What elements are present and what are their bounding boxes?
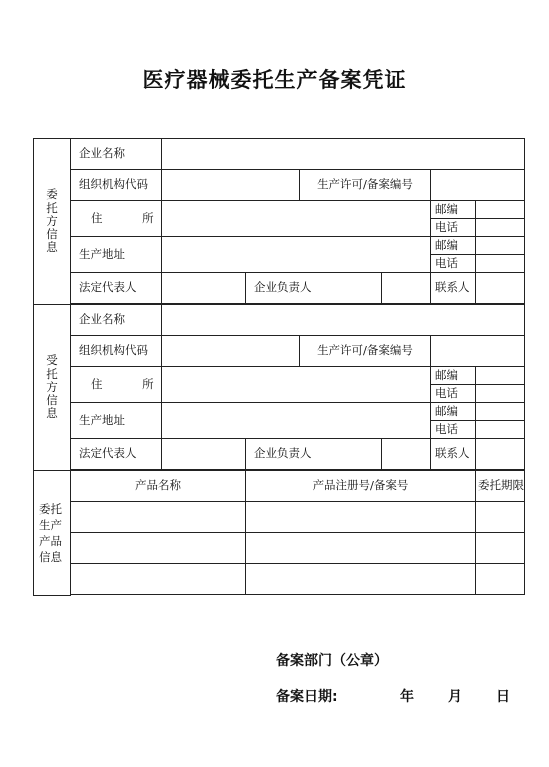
client-org-code-label: 组织机构代码	[71, 170, 162, 201]
client-section-label: 委托方信息	[34, 139, 71, 305]
client-contact-label: 联系人	[431, 273, 476, 304]
product-reg-cell[interactable]	[246, 564, 476, 595]
contractor-postcode2-label: 邮编	[431, 403, 476, 421]
contractor-company-head-label: 企业负责人	[246, 439, 382, 470]
client-contact-field[interactable]	[476, 273, 525, 304]
product-name-header: 产品名称	[71, 471, 246, 502]
contractor-phone2-label: 电话	[431, 421, 476, 439]
product-reg-cell[interactable]	[246, 533, 476, 564]
client-address-field[interactable]	[162, 201, 431, 237]
client-postcode-label: 邮编	[431, 201, 476, 219]
client-license-label: 生产许可/备案编号	[300, 170, 431, 201]
client-company-name-label: 企业名称	[71, 139, 162, 170]
contractor-company-name-field[interactable]	[162, 305, 525, 336]
month-label: 月	[448, 689, 462, 705]
contractor-postcode-label: 邮编	[431, 367, 476, 385]
product-section-label: 委托生产产品信息	[34, 471, 71, 596]
product-name-cell[interactable]	[71, 502, 246, 533]
client-legal-rep-label: 法定代表人	[71, 273, 162, 304]
product-reg-cell[interactable]	[246, 502, 476, 533]
client-phone-label: 电话	[431, 219, 476, 237]
contractor-address-label: 住 所	[71, 367, 162, 403]
product-name-cell[interactable]	[71, 533, 246, 564]
client-phone-field[interactable]	[476, 219, 525, 237]
client-phone2-label: 电话	[431, 255, 476, 273]
client-company-name-field[interactable]	[162, 139, 525, 170]
contractor-phone2-field[interactable]	[476, 421, 525, 439]
day-label: 日	[496, 689, 510, 705]
contractor-address-field[interactable]	[162, 367, 431, 403]
client-production-address-field[interactable]	[162, 237, 431, 273]
contractor-legal-rep-field[interactable]	[162, 439, 246, 470]
contractor-org-code-field[interactable]	[162, 336, 300, 367]
contractor-phone-label: 电话	[431, 385, 476, 403]
contractor-company-name-label: 企业名称	[71, 305, 162, 336]
product-reg-header: 产品注册号/备案号	[246, 471, 476, 502]
contractor-license-field[interactable]	[431, 336, 525, 367]
contractor-contact-label: 联系人	[431, 439, 476, 470]
contractor-contact-field[interactable]	[476, 439, 525, 470]
document-title: 医疗器械委托生产备案凭证	[142, 68, 407, 92]
product-name-cell[interactable]	[71, 564, 246, 595]
client-phone2-field[interactable]	[476, 255, 525, 273]
contractor-section-label: 受托方信息	[34, 305, 71, 471]
contractor-company-head-field[interactable]	[382, 439, 431, 470]
year-label: 年	[400, 689, 414, 705]
filing-date-label: 备案日期:	[276, 689, 338, 705]
client-org-code-field[interactable]	[162, 170, 300, 201]
contractor-license-label: 生产许可/备案编号	[300, 336, 431, 367]
contractor-phone-field[interactable]	[476, 385, 525, 403]
client-production-address-label: 生产地址	[71, 237, 162, 273]
contractor-postcode2-field[interactable]	[476, 403, 525, 421]
client-company-head-field[interactable]	[382, 273, 431, 304]
client-postcode2-field[interactable]	[476, 237, 525, 255]
product-period-cell[interactable]	[476, 502, 525, 533]
contractor-postcode-field[interactable]	[476, 367, 525, 385]
contractor-production-address-label: 生产地址	[71, 403, 162, 439]
contractor-legal-rep-label: 法定代表人	[71, 439, 162, 470]
client-postcode2-label: 邮编	[431, 237, 476, 255]
product-period-cell[interactable]	[476, 564, 525, 595]
filing-date	[276, 686, 510, 706]
contractor-production-address-field[interactable]	[162, 403, 431, 439]
contractor-org-code-label: 组织机构代码	[71, 336, 162, 367]
client-address-label: 住 所	[71, 201, 162, 237]
client-company-head-label: 企业负责人	[246, 273, 382, 304]
product-period-header: 委托期限	[476, 471, 525, 502]
registration-form-table	[33, 138, 525, 596]
filing-department: 备案部门（公章）	[276, 653, 388, 669]
client-license-field[interactable]	[431, 170, 525, 201]
client-postcode-field[interactable]	[476, 201, 525, 219]
client-legal-rep-field[interactable]	[162, 273, 246, 304]
product-period-cell[interactable]	[476, 533, 525, 564]
